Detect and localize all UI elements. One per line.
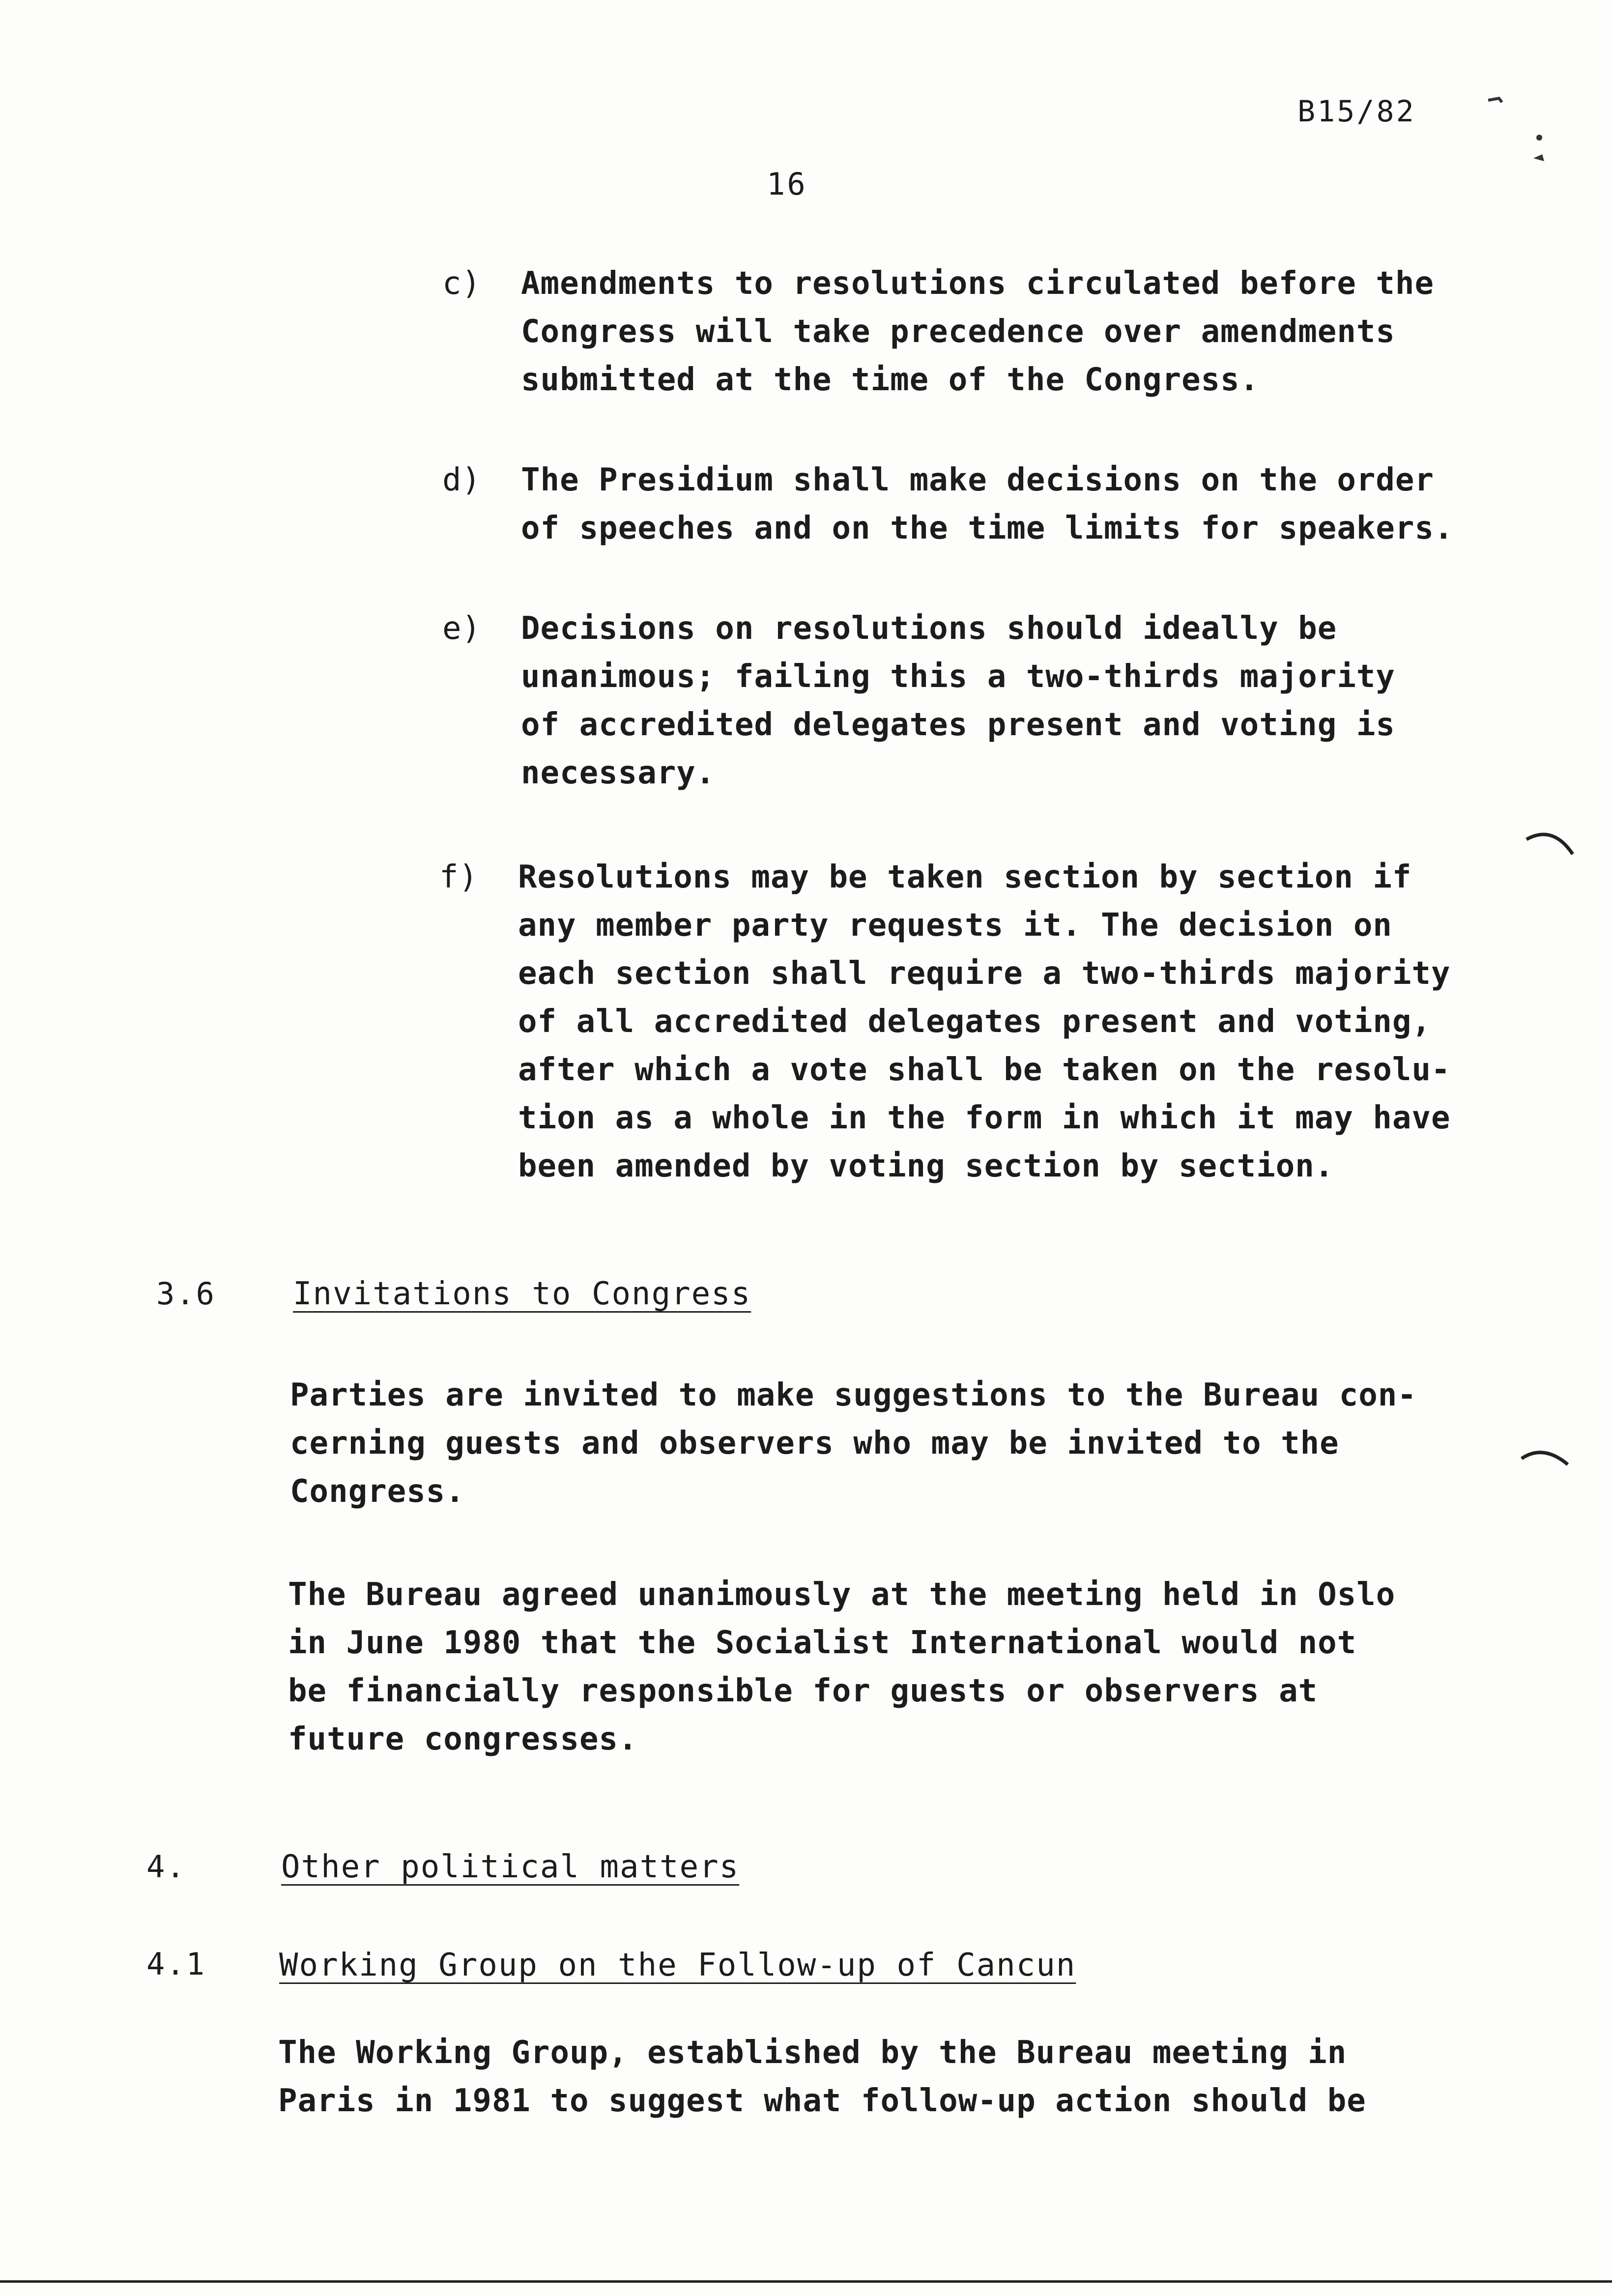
text-line: The Presidium shall make decisions on the order xyxy=(521,462,1434,498)
section-number: 3.6 xyxy=(156,1276,216,1312)
text-line: Paris in 1981 to suggest what follow-up action should be xyxy=(278,2083,1366,2119)
text-line: tion as a whole in the form in which it may have xyxy=(518,1100,1451,1136)
text-line: Parties are invited to make suggestions to the Bureau con- xyxy=(290,1377,1417,1413)
text-line: be financially responsible for guests or observers at xyxy=(288,1673,1318,1709)
text-line: Congress. xyxy=(290,1473,465,1510)
punch-hole-mark xyxy=(1524,830,1578,864)
section-title: Invitations to Congress xyxy=(293,1276,751,1312)
item-letter: c) xyxy=(442,265,482,302)
text-line: of accredited delegates present and voting is xyxy=(521,707,1395,743)
item-text xyxy=(521,456,1465,552)
text-line: Congress will take precedence over amendments xyxy=(521,314,1395,350)
item-text xyxy=(521,604,1465,797)
section-number: 4. xyxy=(146,1849,186,1885)
text-line: Amendments to resolutions circulated before the xyxy=(521,265,1434,302)
item-text xyxy=(521,259,1465,404)
section-title: Working Group on the Follow-up of Cancun xyxy=(279,1947,1076,1983)
text-line: Decisions on resolutions should ideally be xyxy=(521,610,1337,647)
text-line: unanimous; failing this a two-thirds majority xyxy=(521,659,1395,695)
section-number: 4.1 xyxy=(146,1946,206,1982)
punch-hole-mark xyxy=(1519,1439,1573,1473)
section-title: Other political matters xyxy=(281,1849,740,1885)
text-line: future congresses. xyxy=(288,1721,638,1757)
text-line: each section shall require a two-thirds majority xyxy=(518,955,1451,992)
document-reference: B15/82 xyxy=(1297,94,1416,129)
section-paragraph xyxy=(288,1571,1395,1763)
text-line: cerning guests and observers who may be invited to the xyxy=(290,1425,1339,1462)
text-line: of all accredited delegates present and voting, xyxy=(518,1004,1431,1040)
section-paragraph xyxy=(278,2029,1366,2125)
item-letter: f) xyxy=(439,859,479,895)
text-line: necessary. xyxy=(521,755,716,791)
text-line: submitted at the time of the Congress. xyxy=(521,362,1260,398)
text-line: any member party requests it. The decision on xyxy=(518,907,1392,944)
scan-speck-mark xyxy=(1484,93,1553,182)
text-line: in June 1980 that the Socialist International would not xyxy=(288,1625,1357,1661)
item-letter: e) xyxy=(442,610,482,647)
text-line: The Working Group, established by the Bureau meeting in xyxy=(278,2035,1347,2071)
text-line: been amended by voting section by section. xyxy=(518,1148,1334,1184)
item-text xyxy=(518,853,1462,1190)
section-paragraph xyxy=(290,1371,1417,1516)
page-number: 16 xyxy=(767,166,807,202)
text-line: Resolutions may be taken section by section if xyxy=(518,859,1412,895)
text-line: The Bureau agreed unanimously at the meeting held in Oslo xyxy=(288,1577,1396,1613)
text-line: of speeches and on the time limits for speakers. xyxy=(521,510,1454,546)
text-line: after which a vote shall be taken on the resolu- xyxy=(518,1052,1451,1088)
page-bottom-edge xyxy=(0,2280,1612,2283)
item-letter: d) xyxy=(442,462,482,498)
